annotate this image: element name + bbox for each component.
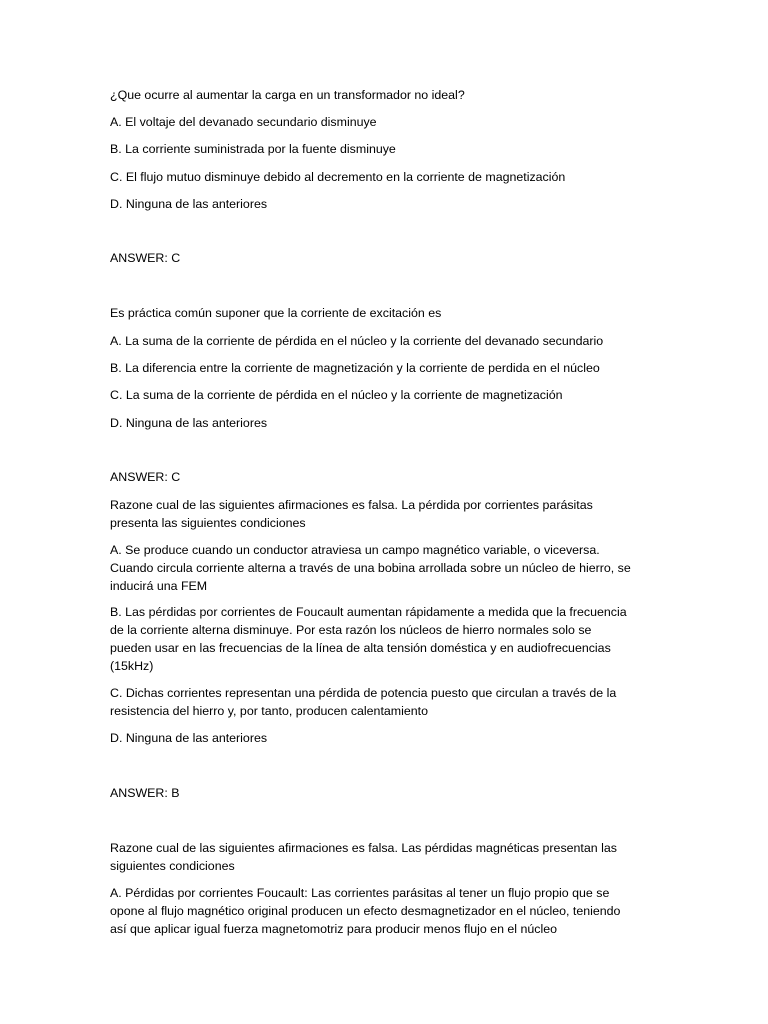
q3-option-b-line-1: B. Las pérdidas por corrientes de Foucault aumentan rápidamente a medida que la frecuencia [110,605,627,619]
q1-option-a: A. El voltaje del devanado secundario disminuye [110,115,377,129]
q1-option-c: C. El flujo mutuo disminuye debido al decremento en la corriente de magnetización [110,170,566,184]
q2-question: Es práctica común suponer que la corriente de excitación es [110,306,442,320]
q3-option-a-line-3: inducirá una FEM [110,579,208,593]
q3-option-a-line-1: A. Se produce cuando un conductor atraviesa un campo magnético variable, o viceversa. [110,543,600,557]
q2-option-c: C. La suma de la corriente de pérdida en el núcleo y la corriente de magnetización [110,388,563,402]
q2-answer: ANSWER: C [110,470,181,484]
q4-question-line-1: Razone cual de las siguientes afirmaciones es falsa. Las pérdidas magnéticas presentan las [110,841,617,855]
q2-option-b: B. La diferencia entre la corriente de magnetización y la corriente de perdida en el núcleo [110,361,600,375]
q1-answer: ANSWER: C [110,251,181,265]
q2-option-d: D. Ninguna de las anteriores [110,416,268,430]
q3-option-b-line-4: (15kHz) [110,659,154,673]
q3-option-b-line-3: pueden usar en las frecuencias de la línea de alta tensión doméstica y en audiofrecuencias [110,641,611,655]
q3-answer: ANSWER: B [110,786,180,800]
q1-option-d: D. Ninguna de las anteriores [110,197,268,211]
q1-option-b: B. La corriente suministrada por la fuente disminuye [110,142,396,156]
q4-option-a-line-3: así que aplicar igual fuerza magnetomotriz para producir menos flujo en el núcleo [110,922,558,936]
q3-question-line-2: presenta las siguientes condiciones [110,516,306,530]
q3-option-b-line-2: de la corriente alterna disminuye. Por esta razón los núcleos de hierro normales solo se [110,623,592,637]
q3-option-a-line-2: Cuando circula corriente alterna a través de una bobina arrollada sobre un núcleo de hierro, se [110,561,631,575]
q4-option-a-line-2: opone al flujo magnético original producen un efecto desmagnetizador en el núcleo, teniendo [110,904,621,918]
q4-question-line-2: siguientes condiciones [110,859,235,873]
q3-question-line-1: Razone cual de las siguientes afirmaciones es falsa. La pérdida por corrientes parásitas [110,498,593,512]
q3-option-c-line-2: resistencia del hierro y, por tanto, producen calentamiento [110,704,428,718]
q3-option-d: D. Ninguna de las anteriores [110,731,268,745]
q4-option-a-line-1: A. Pérdidas por corrientes Foucault: Las corrientes parásitas al tener un flujo propio que se [110,886,610,900]
q2-option-a: A. La suma de la corriente de pérdida en el núcleo y la corriente del devanado secundario [110,334,604,348]
q1-question: ¿Que ocurre al aumentar la carga en un transformador no ideal? [110,88,465,102]
q3-option-c-line-1: C. Dichas corrientes representan una pérdida de potencia puesto que circulan a través de la [110,686,617,700]
